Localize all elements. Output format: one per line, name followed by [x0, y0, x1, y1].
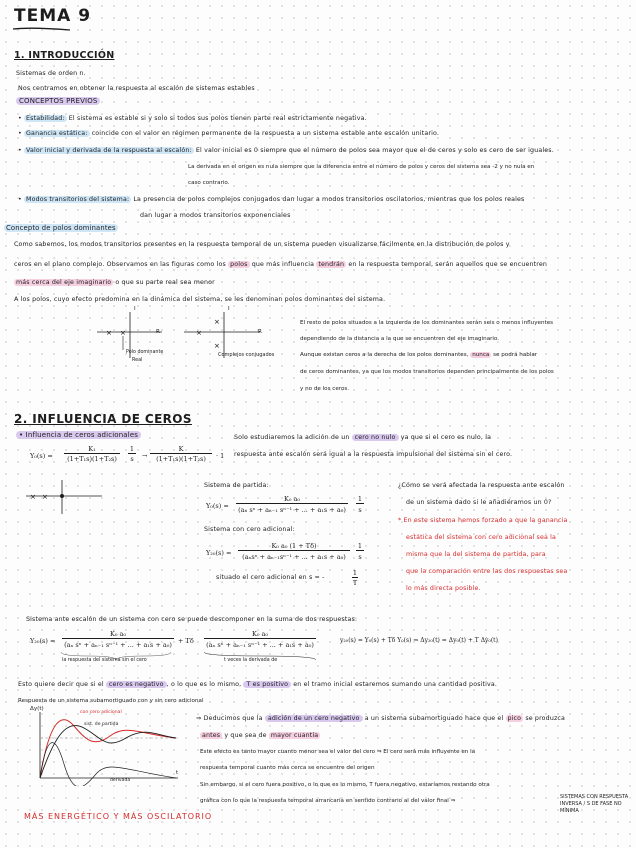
polos-p1b-post: en la respuesta temporal, serán aquellos que se encuentren	[348, 261, 548, 268]
svg-text:×: ×	[214, 342, 220, 350]
section1-line1: Sistemas de orden n.	[16, 70, 86, 77]
p-this-hl2: T es positivo	[243, 681, 291, 688]
polos-dominantes-label: Concepto de polos dominantes	[6, 224, 116, 232]
right-p1: El resto de polos situados a la izquierda de los dominantes serán seis o menos influyentes	[300, 320, 554, 326]
cero-tail-num: 1	[357, 542, 363, 550]
eq-main-arrow: →	[142, 452, 148, 460]
ded-p2-hl: antes	[202, 732, 221, 739]
eq-main-frac2-den: s	[130, 455, 134, 463]
ded-p1: ⇒ Deducimos que la adición de un cero negativo a un sistema subamortiguado hace que el pico se produzca	[196, 715, 566, 722]
svg-text:×: ×	[42, 493, 48, 501]
decomp-plus: + Tδ	[178, 637, 194, 645]
red-note-p3: misma que la del sistema de partida, para	[406, 551, 546, 558]
decomp-den-1: (aₙ sⁿ + aₙ₋₁ sⁿ⁻¹ + ... + a₁s + a₀)	[64, 641, 172, 649]
section1-line2: Nos centramos en obtener la respuesta al escalón de sistemas estables	[18, 85, 255, 92]
step-response-plot	[30, 708, 186, 786]
polos-p1b-pre: ceros en el plano complejo. Observamos en las figuras como los	[14, 261, 226, 268]
decomp-brace1: la respuesta del sistema sin el cero	[62, 658, 147, 663]
conceptos-previos-label: CONCEPTOS PREVIOS	[16, 97, 100, 105]
polos-paragraph-1a: Como sabemos, los modos transitorios presentes en la respuesta temporal de un sistema pueden visualizarse fácilmente en la distribución de polos y	[14, 241, 510, 248]
red-note-p5: lo más directa posible.	[406, 585, 481, 592]
right-p3-post: se podrá hablar	[493, 352, 538, 358]
cero-lhs: Y₂₀(s) =	[206, 549, 232, 557]
bullet-estabilidad-label: Estabilidad:	[26, 115, 65, 122]
influencia-ceros-label: • Influencia de ceros adicionales	[16, 431, 141, 439]
fig2-axis-real: R	[258, 329, 262, 335]
question-line2: de un sistema dado si le añadiéramos un 0?	[406, 499, 552, 506]
plot-xlabel: t	[176, 770, 179, 776]
svg-text:×: ×	[214, 318, 220, 326]
ded-p1-hl: adición de un cero negativo	[265, 715, 363, 722]
intro-line1	[234, 434, 491, 441]
cero-label: Sistema con cero adicional:	[204, 526, 295, 533]
bullet-valor-text2: La derivada en el origen es nula siempre que la diferencia entre el número de polos y ceros del sistema sea -2 y no nula en	[188, 164, 535, 170]
right-p2: dependiendo de la distancia a la que se encuentren del eje imaginario.	[300, 336, 500, 342]
ded-p3: Este efecto es tanto mayor cuanto menor sea el valor del cero ⇒ El cero será más influyente en la	[200, 749, 476, 755]
ded-p2	[200, 732, 320, 739]
bullet-modos-text1: La presencia de polos complejos conjugados dan lugar a modos transitorios oscilatorios, mientras que los polos reales	[133, 196, 525, 203]
ded-p5: Sin embargo, si el cero fuera positivo, o lo que es lo mismo, T fuera negativo, estaríamos restando otra	[200, 782, 490, 788]
red-note-p4: que la comparación entre las dos respuestas sea	[406, 568, 568, 575]
p-this-pre: Esto quiere decir que si el	[18, 681, 104, 688]
eq-main-frac1-den: (1+T₁s)(1+T₂s)	[67, 455, 117, 463]
bullet-modos: • Modos transitorios del sistema: La presencia de polos complejos conjugados dan lugar a modos transitorios oscilatorios, mientras que los polos reales	[18, 196, 525, 203]
question-line1: ¿Cómo se verá afectada la respuesta ante escalón	[398, 482, 565, 489]
ded-p6: gráfica con lo que la respuesta temporal arrancaría en sentido contrario al del valor final ⇒	[200, 798, 456, 804]
right-p3-hl: nunca	[472, 352, 490, 358]
ded-p2-mid: y que sea de	[224, 732, 267, 739]
plot-legend-red: con cero adicional	[80, 710, 122, 715]
pole-zero-sketch	[22, 478, 112, 518]
partida-lhs: Y₀(s) =	[206, 502, 229, 510]
footer-red-note: MÁS ENERGÉTICO Y MÁS OSCILATORIO	[24, 812, 213, 821]
fig1-axis-imag: I	[134, 306, 136, 312]
section1-heading: 1. INTRODUCCIÓN	[14, 50, 115, 61]
svg-text:×: ×	[120, 329, 126, 337]
bullet-modos-label: Modos transitorios del sistema:	[26, 196, 130, 203]
polos-p1c-hl: más cerca del eje imaginario	[16, 279, 112, 286]
bullet-valor-inicial: • Valor inicial y derivada de la respuesta al escalón: El valor inicial es 0 siempre que el número de polos sea mayor que el de ceros y solo es cero de ser iguales.	[18, 147, 554, 154]
influencia-ceros-text: Influencia de ceros adicionales	[25, 431, 139, 439]
eq-main-frac3-den: (1+T₁s)(1+T₂s)	[156, 455, 206, 463]
eq-main-frac2-num: 1	[129, 445, 135, 453]
resp-label: Respuesta de un sistema subamortiguado con y sin cero adicional	[18, 698, 204, 704]
right-p4: de ceros dominantes, ya que los modos transitorios dependen principalmente de los polos	[300, 369, 554, 375]
svg-text:×: ×	[196, 329, 202, 337]
eq-main-tail: · 1	[216, 452, 225, 460]
right-p5: y no de los ceros.	[300, 386, 350, 392]
decomp-lhs: Y₂₀(s) =	[30, 637, 56, 645]
pole-zero-plot-complex	[180, 308, 270, 368]
ded-p4: respuesta temporal cuanto más cerca se encuentre del origen	[200, 765, 375, 771]
ded-p1-hl2: pico	[507, 715, 522, 722]
partida-label: Sistema de partida:	[204, 482, 269, 489]
ded-p1-mid: a un sistema subamortiguado hace que el	[364, 715, 504, 722]
bullet-estabilidad: • Estabilidad: El sistema es estable si y solo si todos sus polos tienen parte real estrictamente negativa.	[18, 115, 367, 122]
right-p3	[300, 352, 537, 358]
p-this-hl1: cero es negativo	[106, 681, 167, 688]
cero-num: K₀ a₀ (1 + Tδ)	[238, 542, 350, 551]
boxed-note: SISTEMAS CON RESPUESTA INVERSA / S DE FASE NO MÍNIMA	[560, 794, 629, 814]
polos-p1b-hl2: tendrán	[318, 261, 345, 268]
bullet-modos-text2: dan lugar a modos transitorios exponenciales	[140, 212, 291, 219]
polos-p1b-mid: que más influencia	[251, 261, 315, 268]
cero-tail-den: s	[358, 553, 362, 561]
intro-p1: Solo estudiaremos la adición de un	[234, 434, 350, 441]
bullet-valor-text3: caso contrario.	[188, 180, 230, 186]
bullet-ganancia-label: Ganancia estática:	[26, 130, 88, 137]
polos-paragraph-1c	[14, 279, 215, 286]
polos-p1b-hl1: polos	[230, 261, 248, 268]
bullet-ganancia-text: coincide con el valor en régimen permanente de la respuesta a un sistema estable ante escalón unitario.	[91, 130, 440, 137]
fig1-caption2: Real	[132, 358, 143, 363]
decomp-brace2: t veces la derivada de	[224, 658, 278, 663]
fig1-axis-real: R	[156, 329, 160, 335]
eq-main-frac1-num: K₁	[64, 445, 120, 454]
svg-text:×: ×	[106, 329, 112, 337]
intro-hl: cero no nulo	[352, 434, 399, 441]
fig1-caption1: Polo dominante	[126, 350, 164, 355]
plot-legend-black: sist. de partida	[84, 722, 119, 727]
right-p3-pre: Aunque existan ceros a la derecha de los polos dominantes,	[300, 352, 469, 358]
situado-frac-num: 1	[352, 569, 358, 577]
ded-p1-pre: Deducimos que la	[203, 715, 263, 722]
p-this-mid: , o lo que es lo mismo,	[166, 681, 242, 688]
intro-p1b: ya que si el cero es nulo, la	[400, 434, 492, 441]
svg-text:×: ×	[30, 493, 36, 501]
situado-label: situado el cero adicional en s = -	[216, 574, 325, 581]
plot-ylabel: Δy(t)	[30, 706, 44, 712]
p-this-post: en el tramo inicial estaremos sumando una cantidad positiva.	[293, 681, 498, 688]
polos-paragraph-1b	[14, 261, 547, 268]
eq-main-lhs: Y₀(s) =	[30, 452, 53, 460]
partida-den: (aₙ sⁿ + aₙ₋₁ sⁿ⁻¹ + ... + a₁s + a₀)	[238, 506, 346, 514]
fig2-axis-imag: I	[228, 306, 230, 312]
situado-frac-den: T	[352, 579, 358, 587]
partida-tail-num: 1	[357, 495, 363, 503]
polos-paragraph-2: A los polos, cuyo efecto predomina en la dinámica del sistema, se les denominan polos dominantes del sistema.	[14, 296, 386, 303]
bullet-valor-label: Valor inicial y derivada de la respuesta al escalón:	[26, 147, 192, 154]
curve-derivative	[40, 743, 179, 786]
plot-legend-deriv: derivada	[110, 778, 131, 783]
eq-main-frac3-num: K	[150, 445, 212, 454]
section2-heading: 2. INFLUENCIA DE CEROS	[14, 412, 192, 426]
ded-p1-post: se produzca	[525, 715, 566, 722]
red-note-p1: * En este sistema hemos forzado a que la ganancia	[398, 517, 568, 524]
bullet-valor-text1: El valor inicial es 0 siempre que el número de polos sea mayor que el de ceros y solo es cero de ser iguales.	[195, 147, 554, 154]
this-paragraph	[18, 681, 497, 688]
bullet-ganancia: • Ganancia estática: coincide con el valor en régimen permanente de la respuesta a un sistema estable ante escalón unitario.	[18, 130, 440, 137]
intro-p2: respuesta ante escalón será igual a la respuesta impulsional del sistema sin el cero.	[234, 451, 513, 458]
red-note-p2: estática del sistema con cero adicional sea la	[406, 534, 557, 541]
fig2-caption: Complejos conjugados	[218, 352, 275, 358]
bullet-estabilidad-text: El sistema es estable si y solo si todos sus polos tienen parte real estrictamente negativa.	[68, 115, 367, 122]
partida-tail-den: s	[358, 506, 362, 514]
red-note-p1-text: En este sistema hemos forzado a que la ganancia	[403, 517, 568, 524]
curve-with-zero	[40, 720, 179, 778]
decomp-num-1: K₀ a₀	[62, 630, 174, 639]
title-underline	[12, 26, 72, 32]
cero-den: (aₙsⁿ + aₙ₋₁sⁿ⁻¹ + ... + a₁s + a₀)	[242, 553, 346, 561]
decomp-line: Sistema ante escalón de un sistema con cero se puede descomponer en la suma de dos respuestas:	[26, 616, 358, 623]
decomp-num-2: K₀ a₀	[204, 630, 316, 639]
ded-p2-hl2: mayor cuantía	[270, 732, 319, 739]
page-title: TEMA 9	[14, 6, 92, 26]
polos-p1c-post: o que su parte real sea menor	[115, 279, 215, 286]
partida-num: K₀ a₀	[236, 495, 348, 504]
decomp-den-2: (aₙ sⁿ + aₙ₋₁ sⁿ⁻¹ + ... + a₁s + a₀)	[206, 641, 314, 649]
decomp-result: y₂₀(s) = Y₀(s) + Tδ Y₀(s) ⇒ Δy₂₀(t) = Δy₀(t) + T Δẏ₀(t)	[340, 637, 498, 644]
curve-original	[40, 725, 179, 778]
